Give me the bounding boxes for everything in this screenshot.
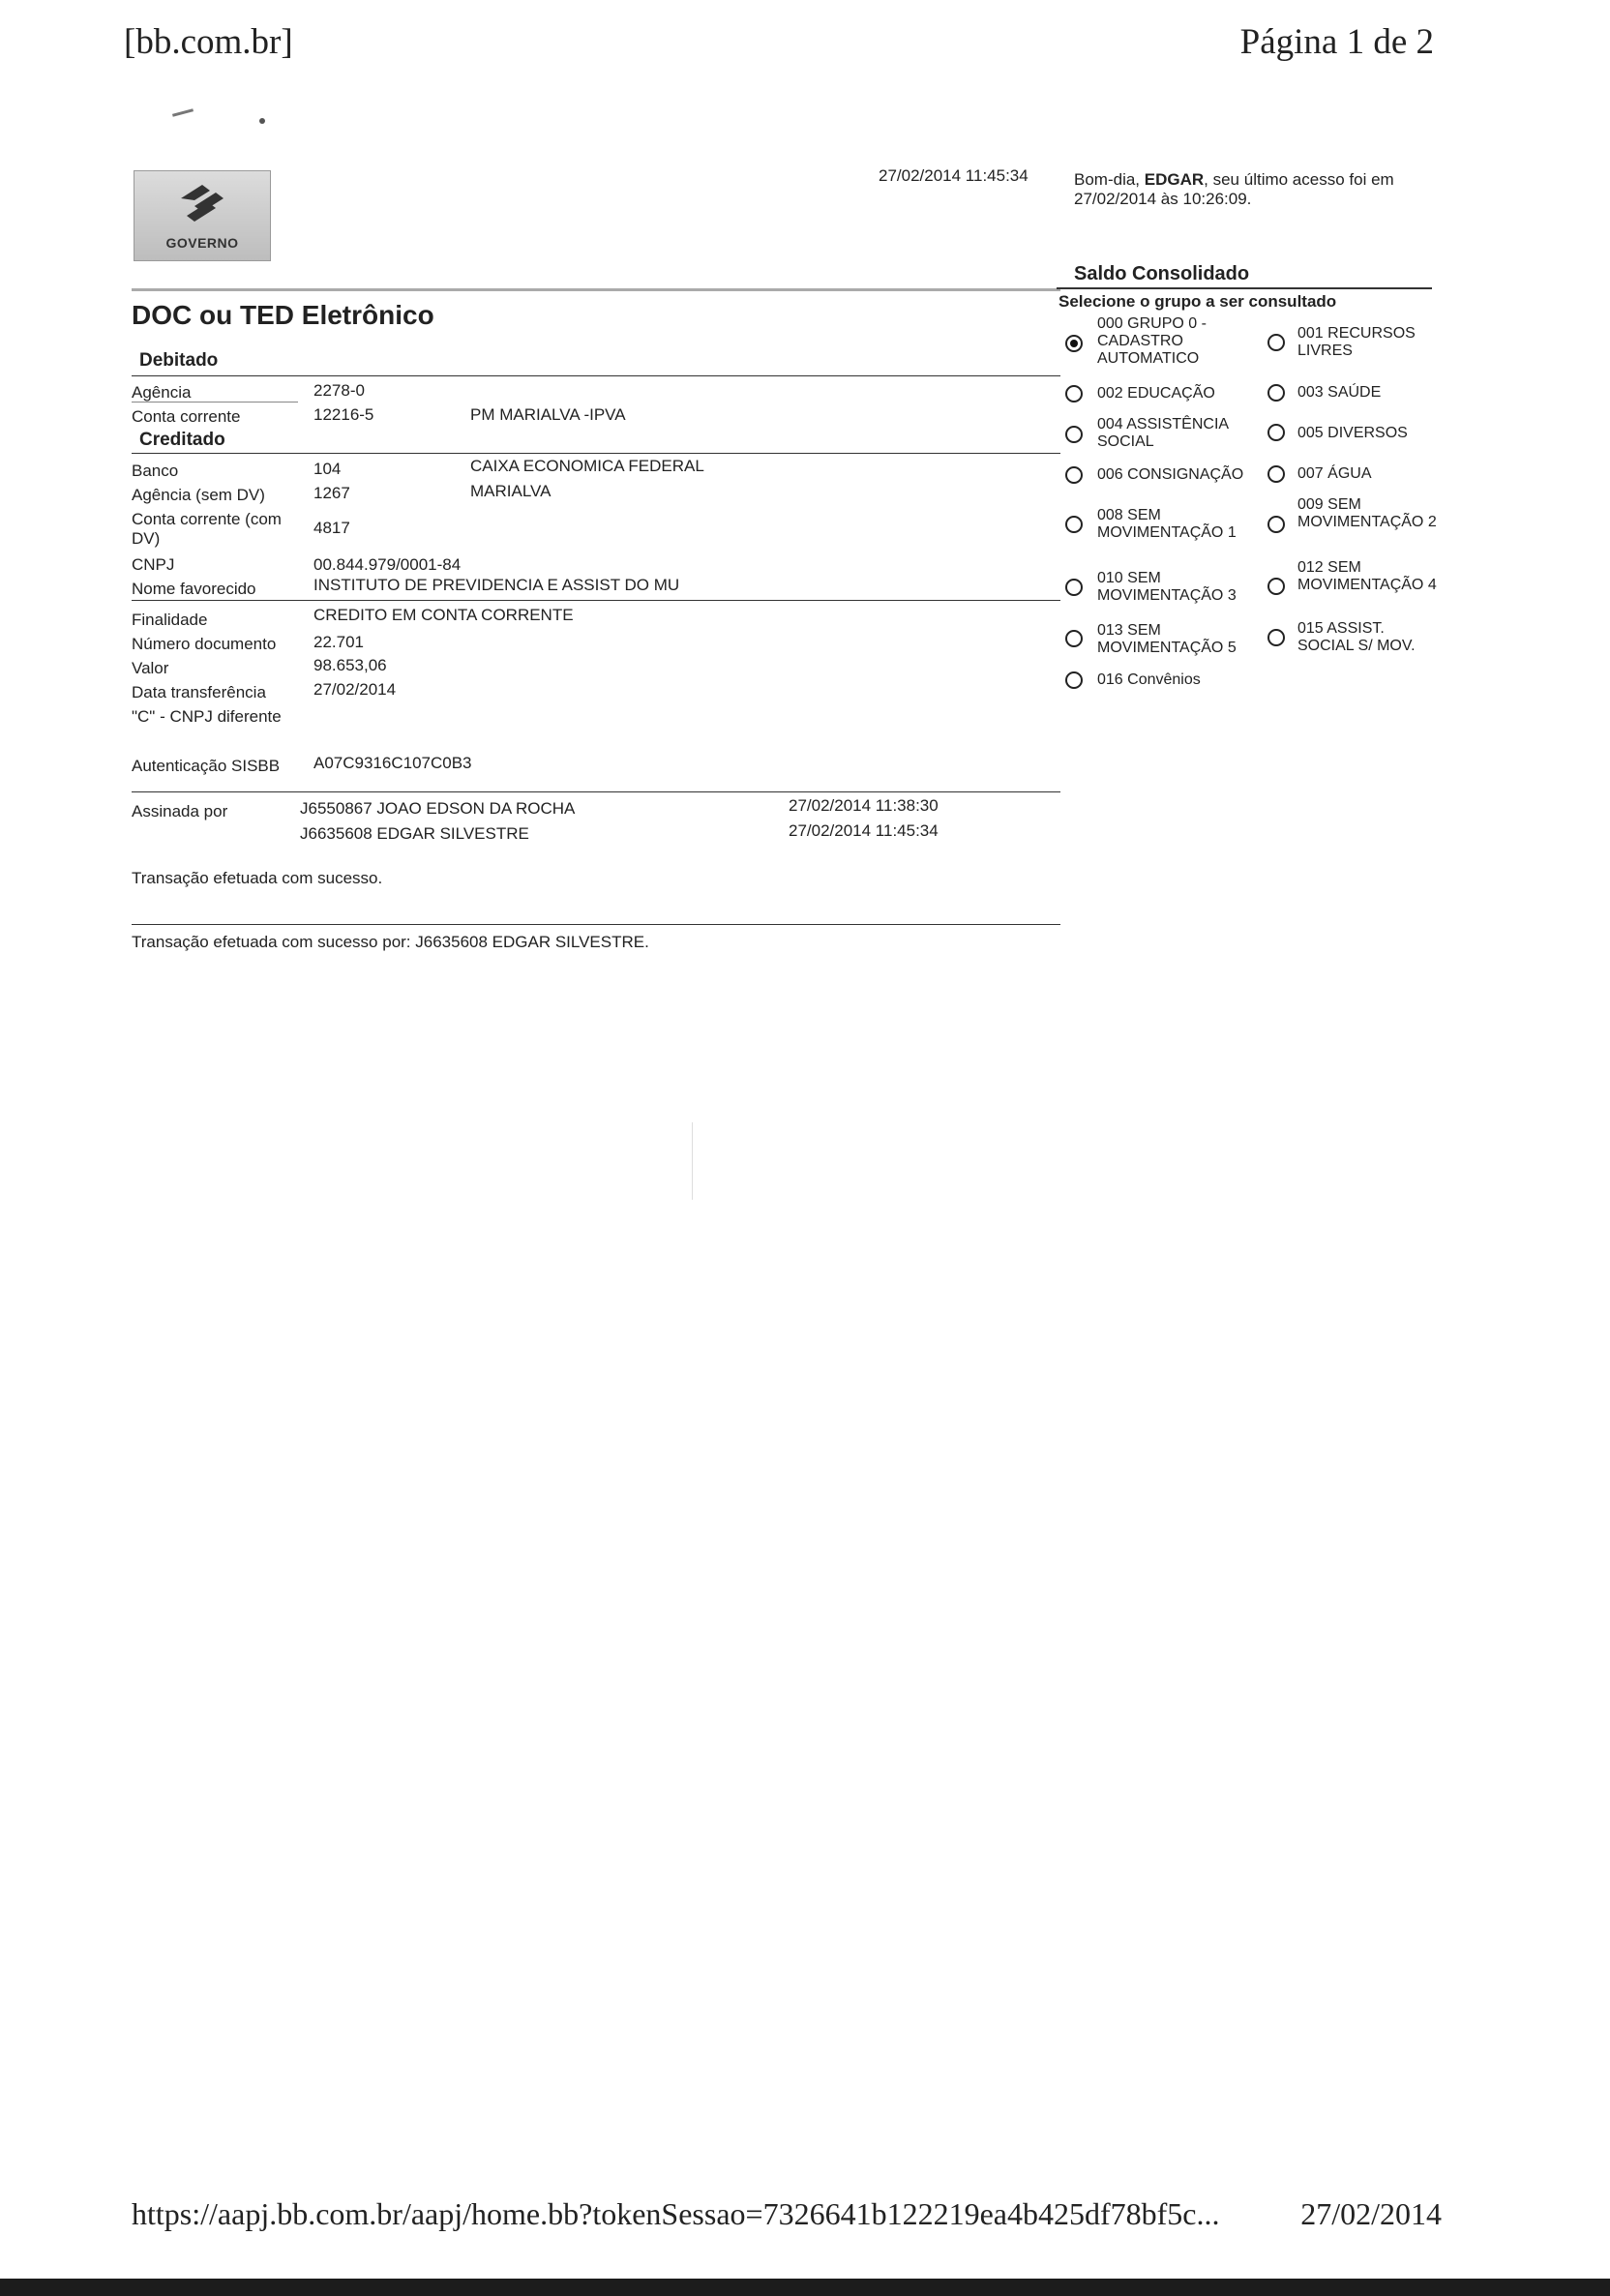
logo-text: GOVERNO: [165, 235, 239, 251]
field-extra: PM MARIALVA -IPVA: [470, 405, 626, 424]
field-label: "C" - CNPJ diferente: [132, 707, 282, 726]
debitado-heading: Debitado: [139, 350, 219, 371]
option-label[interactable]: 016 Convênios: [1097, 671, 1201, 688]
divider: [132, 402, 298, 403]
radio-option-004[interactable]: [1065, 426, 1083, 443]
radio-option-005[interactable]: [1267, 424, 1285, 441]
field-label: Agência: [132, 383, 192, 402]
option-label[interactable]: 007 ÁGUA: [1297, 465, 1372, 482]
divider: [132, 600, 1060, 601]
field-value: 27/02/2014: [313, 680, 397, 699]
field-label: Número documento: [132, 635, 277, 653]
field-label: CNPJ: [132, 555, 175, 574]
field-value: 12216-5: [313, 405, 374, 424]
option-label[interactable]: 000 GRUPO 0 - CADASTRO AUTOMATICO: [1097, 315, 1207, 367]
divider: [132, 453, 1060, 454]
bb-logo-icon: [134, 177, 270, 238]
greeting-suffix: , seu último acesso foi em 27/02/2014 às 10:26:09.: [1074, 170, 1394, 208]
option-label[interactable]: 015 ASSIST. SOCIAL S/ MOV.: [1297, 620, 1416, 654]
radio-option-001[interactable]: [1267, 334, 1285, 351]
field-extra: CAIXA ECONOMICA FEDERAL: [470, 457, 704, 475]
field-label: Nome favorecido: [132, 580, 256, 598]
field-label: Conta corrente (com DV): [132, 510, 282, 548]
radio-option-013[interactable]: [1065, 630, 1083, 647]
option-label[interactable]: 013 SEM MOVIMENTAÇÃO 5: [1097, 622, 1237, 656]
page-indicator: Página 1 de 2: [1239, 22, 1434, 62]
field-label: Data transferência: [132, 683, 266, 701]
creditado-heading: Creditado: [139, 430, 225, 450]
field-value: 98.653,06: [313, 656, 387, 674]
field-value: 22.701: [313, 633, 364, 651]
option-label[interactable]: 006 CONSIGNAÇÃO: [1097, 466, 1244, 483]
divider: [132, 791, 1060, 792]
option-label[interactable]: 010 SEM MOVIMENTAÇÃO 3: [1097, 570, 1237, 604]
radio-option-010[interactable]: [1065, 579, 1083, 596]
field-value: 00.844.979/0001-84: [313, 555, 462, 574]
radio-option-012[interactable]: [1267, 578, 1285, 595]
radio-option-016[interactable]: [1065, 671, 1083, 689]
divider: [132, 924, 1060, 925]
saldo-consolidado-title: Saldo Consolidado: [1074, 263, 1250, 284]
signer-name: J6635608 EDGAR SILVESTRE: [300, 824, 529, 843]
field-value: CREDITO EM CONTA CORRENTE: [313, 606, 574, 624]
header-divider: [132, 288, 1060, 291]
signed-label: Assinada por: [132, 802, 228, 820]
radio-option-006[interactable]: [1065, 466, 1083, 484]
page-url: https://aapj.bb.com.br/aapj/home.bb?tokenSessao=7326641b122219ea4b425df78bf5c...: [132, 2196, 1220, 2231]
greeting-prefix: Bom-dia,: [1074, 170, 1145, 189]
radio-option-002[interactable]: [1065, 385, 1083, 403]
signer-datetime: 27/02/2014 11:45:34: [789, 821, 939, 840]
radio-option-008[interactable]: [1065, 516, 1083, 533]
success-by-message: Transação efetuada com sucesso por: J6635608 EDGAR SILVESTRE.: [132, 933, 649, 951]
radio-option-000[interactable]: [1065, 335, 1083, 352]
signer-name: J6550867 JOAO EDSON DA ROCHA: [300, 799, 576, 818]
field-value: 104: [313, 460, 342, 478]
auth-code: A07C9316C107C0B3: [313, 754, 472, 772]
greeting: [1074, 170, 1442, 209]
option-label[interactable]: 009 SEM MOVIMENTAÇÃO 2: [1297, 496, 1437, 530]
field-value: INSTITUTO DE PREVIDENCIA E ASSIST DO MU: [313, 576, 680, 594]
auth-label: Autenticação SISBB: [132, 757, 281, 775]
session-timestamp: 27/02/2014 11:45:34: [879, 166, 1029, 185]
option-label[interactable]: 003 SAÚDE: [1297, 384, 1382, 401]
greeting-user: EDGAR: [1144, 170, 1205, 189]
field-label: Finalidade: [132, 611, 208, 629]
page-title: DOC ou TED Eletrônico: [132, 300, 434, 330]
field-value: 1267: [313, 484, 350, 502]
signer-datetime: 27/02/2014 11:38:30: [789, 796, 939, 815]
scan-edge: [0, 2279, 1610, 2296]
print-date: 27/02/2014: [1300, 2196, 1442, 2231]
sidebar-divider: [1057, 287, 1432, 289]
option-label[interactable]: 012 SEM MOVIMENTAÇÃO 4: [1297, 559, 1437, 593]
option-label[interactable]: 001 RECURSOS LIVRES: [1297, 325, 1416, 359]
field-value: 2278-0: [313, 381, 365, 400]
option-label[interactable]: 008 SEM MOVIMENTAÇÃO 1: [1097, 507, 1237, 541]
radio-option-009[interactable]: [1267, 516, 1285, 533]
radio-option-007[interactable]: [1267, 465, 1285, 483]
sidebar-subtitle: Selecione o grupo a ser consultado: [1058, 292, 1337, 311]
option-label[interactable]: 004 ASSISTÊNCIA SOCIAL: [1097, 416, 1229, 450]
radio-option-015[interactable]: [1267, 629, 1285, 646]
field-label: Valor: [132, 659, 169, 677]
field-label: Banco: [132, 462, 179, 480]
scan-mark: [259, 118, 265, 124]
radio-option-003[interactable]: [1267, 384, 1285, 402]
field-extra: MARIALVA: [470, 482, 552, 500]
divider: [132, 375, 1060, 376]
option-label[interactable]: 005 DIVERSOS: [1297, 425, 1408, 441]
success-message: Transação efetuada com sucesso.: [132, 869, 383, 887]
site-label: [bb.com.br]: [124, 22, 293, 62]
scan-artifact: [692, 1122, 693, 1200]
governo-logo[interactable]: [134, 170, 271, 261]
scan-mark: [172, 108, 194, 117]
field-label: Agência (sem DV): [132, 486, 265, 504]
field-value: 4817: [313, 519, 350, 537]
field-label: Conta corrente: [132, 407, 241, 426]
option-label[interactable]: 002 EDUCAÇÃO: [1097, 385, 1215, 402]
